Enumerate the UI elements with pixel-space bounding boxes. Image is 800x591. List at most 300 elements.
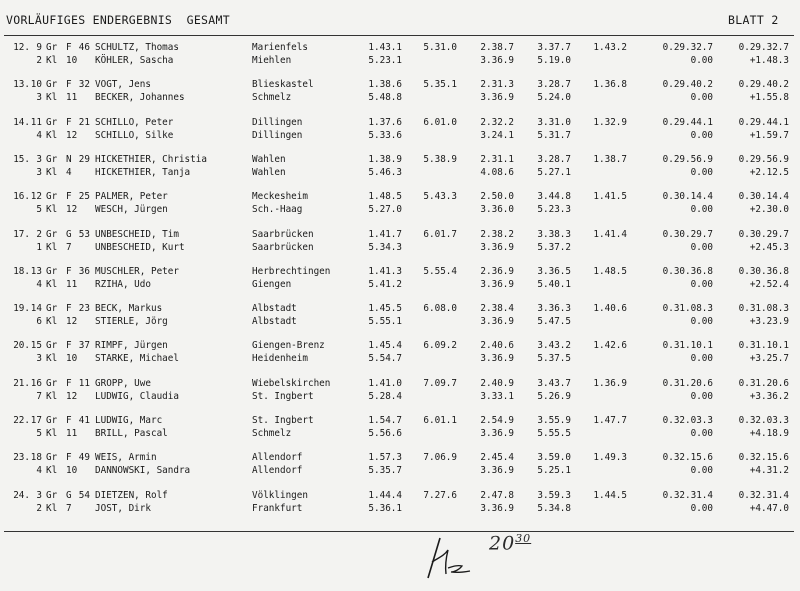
- cell-bib: 32: [78, 79, 90, 91]
- cell-rank: 12.: [13, 42, 30, 53]
- cell-grp: Kl: [46, 92, 58, 104]
- cell-rank: 19.: [13, 303, 30, 315]
- cell-cum: +4.47.0: [749, 502, 789, 514]
- cell-t1: 5.56.6: [368, 428, 402, 439]
- cell-t5: 1.42.6: [593, 340, 627, 352]
- result-subrow: [0, 130, 800, 142]
- cell-t1: 5.34.3: [368, 241, 402, 253]
- cell-bib: 29: [78, 153, 90, 165]
- cell-grp: Gr: [46, 42, 58, 53]
- cell-t4: 5.47.5: [537, 316, 571, 328]
- cell-name: RIMPF, Jürgen: [95, 340, 168, 352]
- cell-t4: 3.59.0: [537, 452, 571, 464]
- cell-nr: 14: [30, 303, 42, 315]
- cell-name: DANNOWSKI, Sandra: [95, 465, 191, 477]
- cell-grp: Gr: [46, 489, 58, 501]
- cell-club: Wiebelskirchen: [252, 377, 331, 389]
- cell-rank: 16.: [13, 191, 30, 203]
- cell-cls: 7: [66, 502, 72, 514]
- cell-t1: 5.33.6: [368, 129, 402, 141]
- cell-t1: 5.41.2: [368, 278, 402, 290]
- cell-cum: 0.29.56.9: [738, 153, 789, 165]
- cell-cum: 0.30.36.8: [738, 265, 789, 277]
- cell-total: 0.00: [690, 204, 713, 216]
- cell-t5: 1.49.3: [593, 452, 627, 464]
- cell-name: RZIHA, Udo: [95, 278, 151, 290]
- cell-total: 0.00: [690, 353, 713, 365]
- cell-total: 0.29.32.7: [662, 42, 713, 53]
- cell-cum: 0.29.44.1: [738, 116, 789, 128]
- cell-t3: 3.36.9: [480, 92, 514, 104]
- cell-cum: 0.31.08.3: [738, 303, 789, 315]
- cell-club: Saarbrücken: [252, 228, 314, 240]
- cell-t1: 1.44.4: [368, 489, 402, 501]
- cell-t3: 2.31.3: [480, 79, 514, 91]
- cell-cls: 11: [66, 278, 78, 290]
- cell-t2: 6.08.0: [423, 303, 457, 315]
- cell-club: Heidenheim: [252, 353, 308, 365]
- cell-rank: 18.: [13, 265, 30, 277]
- cell-cls: F: [66, 191, 72, 203]
- cell-total: 0.29.40.2: [662, 79, 713, 91]
- result-row: [0, 490, 800, 502]
- cell-cls: G: [66, 228, 72, 240]
- cell-name: BECKER, Johannes: [95, 92, 185, 104]
- cell-t3: 2.40.6: [480, 340, 514, 352]
- cell-t5: 1.44.5: [593, 489, 627, 501]
- cell-t5: 1.32.9: [593, 116, 627, 128]
- cell-grp: Gr: [46, 79, 58, 91]
- cell-club: Meckesheim: [252, 191, 308, 203]
- cell-total: 0.31.08.3: [662, 303, 713, 315]
- cell-club: Völklingen: [252, 489, 308, 501]
- cell-t4: 3.31.0: [537, 116, 571, 128]
- cell-total: 0.00: [690, 241, 713, 253]
- cell-t1: 5.48.8: [368, 92, 402, 104]
- cell-nr: 3: [36, 92, 42, 104]
- result-subrow: [0, 204, 800, 216]
- cell-nr: 4: [36, 465, 42, 477]
- cell-t4: 5.25.1: [537, 465, 571, 477]
- cell-t3: 4.08.6: [480, 166, 514, 178]
- cell-cls: F: [66, 265, 72, 277]
- time-main: 20: [489, 532, 516, 555]
- cell-t1: 1.45.4: [368, 340, 402, 352]
- cell-grp: Gr: [46, 116, 58, 128]
- cell-cum: +4.18.9: [749, 428, 789, 439]
- cell-nr: 5: [36, 204, 42, 216]
- time-superscript: 30: [515, 532, 532, 545]
- cell-t5: 1.41.5: [593, 191, 627, 203]
- cell-grp: Gr: [46, 377, 58, 389]
- cell-cum: 0.29.40.2: [738, 79, 789, 91]
- cell-t2: 7.27.6: [423, 489, 457, 501]
- result-subrow: [0, 428, 800, 440]
- cell-name: WESCH, Jürgen: [95, 204, 168, 216]
- cell-nr: 15: [30, 340, 42, 352]
- cell-rank: 21.: [13, 377, 30, 389]
- cell-bib: 37: [78, 340, 90, 352]
- cell-total: 0.00: [690, 428, 713, 439]
- cell-cum: +1.59.7: [749, 129, 789, 141]
- cell-t3: 3.36.9: [480, 55, 514, 66]
- cell-t1: 1.41.0: [368, 377, 402, 389]
- header-divider: [4, 35, 794, 36]
- cell-t3: 3.36.9: [480, 465, 514, 477]
- cell-t3: 2.47.8: [480, 489, 514, 501]
- cell-nr: 5: [36, 428, 42, 439]
- cell-bib: 41: [78, 415, 90, 426]
- cell-nr: 3: [36, 153, 42, 165]
- cell-club: Herbrechtingen: [252, 265, 331, 277]
- cell-cls: 4: [66, 166, 72, 178]
- cell-club: Frankfurt: [252, 502, 303, 514]
- cell-t3: 3.33.1: [480, 390, 514, 402]
- cell-cls: 10: [66, 353, 78, 365]
- cell-cum: 0.30.14.4: [738, 191, 789, 203]
- cell-bib: 11: [78, 377, 90, 389]
- cell-t3: 3.36.0: [480, 204, 514, 216]
- cell-t4: 3.59.3: [537, 489, 571, 501]
- cell-t2: 5.35.1: [423, 79, 457, 91]
- cell-t1: 1.43.1: [368, 42, 402, 53]
- result-subrow: [0, 503, 800, 515]
- cell-t3: 2.50.0: [480, 191, 514, 203]
- cell-name: SCHILLO, Peter: [95, 116, 174, 128]
- cell-name: PALMER, Peter: [95, 191, 168, 203]
- cell-rank: 22.: [13, 415, 30, 426]
- result-row: [0, 266, 800, 278]
- cell-t1: 5.28.4: [368, 390, 402, 402]
- cell-name: VOGT, Jens: [95, 79, 151, 91]
- cell-name: UNBESCHEID, Tim: [95, 228, 179, 240]
- cell-grp: Gr: [46, 265, 58, 277]
- result-subrow: [0, 92, 800, 104]
- cell-t3: 3.36.9: [480, 502, 514, 514]
- cell-name: STARKE, Michael: [95, 353, 179, 365]
- cell-grp: Kl: [46, 55, 58, 66]
- result-subrow: [0, 316, 800, 328]
- cell-total: 0.00: [690, 166, 713, 178]
- cell-cls: 10: [66, 465, 78, 477]
- cell-cum: +2.30.0: [749, 204, 789, 216]
- cell-cum: +1.48.3: [749, 55, 789, 66]
- cell-club: Miehlen: [252, 55, 292, 66]
- cell-t5: 1.36.9: [593, 377, 627, 389]
- cell-total: 0.31.10.1: [662, 340, 713, 352]
- cell-t3: 3.36.9: [480, 428, 514, 439]
- cell-nr: 7: [36, 390, 42, 402]
- cell-total: 0.30.29.7: [662, 228, 713, 240]
- cell-cls: 11: [66, 92, 78, 104]
- cell-t1: 5.27.0: [368, 204, 402, 216]
- cell-nr: 12: [30, 191, 42, 203]
- cell-rank: 20.: [13, 340, 30, 352]
- page-title: VORLÄUFIGES ENDERGEBNIS GESAMT: [6, 13, 230, 27]
- cell-club: Blieskastel: [252, 79, 314, 91]
- sheet-number: BLATT 2: [728, 13, 779, 27]
- cell-nr: 2: [36, 502, 42, 514]
- cell-cum: +3.25.7: [749, 353, 789, 365]
- cell-nr: 10: [30, 79, 42, 91]
- cell-t1: 1.41.7: [368, 228, 402, 240]
- result-row: [0, 79, 800, 91]
- cell-name: BRILL, Pascal: [95, 428, 168, 439]
- cell-grp: Gr: [46, 452, 58, 464]
- cell-t2: 6.01.7: [423, 228, 457, 240]
- cell-name: BECK, Markus: [95, 303, 163, 315]
- cell-nr: 11: [30, 116, 42, 128]
- cell-nr: 1: [36, 241, 42, 253]
- handwritten-signature-icon: [418, 532, 478, 582]
- cell-total: 0.30.14.4: [662, 191, 713, 203]
- cell-cum: 0.31.20.6: [738, 377, 789, 389]
- cell-name: LUDWIG, Claudia: [95, 390, 179, 402]
- cell-t4: 3.28.7: [537, 79, 571, 91]
- cell-t1: 1.57.3: [368, 452, 402, 464]
- cell-t1: 1.38.9: [368, 153, 402, 165]
- cell-t3: 2.40.9: [480, 377, 514, 389]
- result-row: [0, 191, 800, 203]
- result-subrow: [0, 55, 800, 67]
- cell-total: 0.32.03.3: [662, 415, 713, 426]
- cell-rank: 24.: [13, 489, 30, 501]
- cell-cls: F: [66, 42, 72, 53]
- cell-t2: 6.01.1: [423, 415, 457, 426]
- cell-cls: 12: [66, 204, 78, 216]
- cell-t3: 2.31.1: [480, 153, 514, 165]
- cell-t3: 3.36.9: [480, 241, 514, 253]
- cell-nr: 9: [36, 42, 42, 53]
- handwritten-time-note: [489, 532, 531, 554]
- cell-t1: 5.36.1: [368, 502, 402, 514]
- cell-cls: 10: [66, 55, 78, 66]
- cell-name: KÖHLER, Sascha: [95, 55, 174, 66]
- cell-t4: 5.37.2: [537, 241, 571, 253]
- cell-nr: 3: [36, 166, 42, 178]
- cell-club: Allendorf: [252, 465, 303, 477]
- cell-club: Schmelz: [252, 92, 292, 104]
- cell-cum: 0.31.10.1: [738, 340, 789, 352]
- cell-bib: 46: [78, 42, 90, 53]
- cell-t3: 2.32.2: [480, 116, 514, 128]
- cell-name: HICKETHIER, Christia: [95, 153, 207, 165]
- cell-grp: Kl: [46, 390, 58, 402]
- cell-cum: 0.32.15.6: [738, 452, 789, 464]
- cell-total: 0.29.56.9: [662, 153, 713, 165]
- cell-t3: 2.45.4: [480, 452, 514, 464]
- cell-t1: 5.23.1: [368, 55, 402, 66]
- cell-bib: 49: [78, 452, 90, 464]
- cell-nr: 18: [30, 452, 42, 464]
- cell-t4: 5.37.5: [537, 353, 571, 365]
- footer-divider: [4, 531, 794, 532]
- cell-name: UNBESCHEID, Kurt: [95, 241, 185, 253]
- cell-t2: 7.09.7: [423, 377, 457, 389]
- cell-cls: F: [66, 415, 72, 426]
- cell-club: Schmelz: [252, 428, 292, 439]
- cell-t5: 1.36.8: [593, 79, 627, 91]
- cell-t1: 5.55.1: [368, 316, 402, 328]
- result-row: [0, 452, 800, 464]
- cell-nr: 16: [30, 377, 42, 389]
- result-row: [0, 415, 800, 427]
- result-subrow: [0, 465, 800, 477]
- cell-grp: Kl: [46, 166, 58, 178]
- cell-total: 0.00: [690, 465, 713, 477]
- result-row: [0, 378, 800, 390]
- cell-t4: 5.55.5: [537, 428, 571, 439]
- cell-cum: +2.45.3: [749, 241, 789, 253]
- cell-club: Albstadt: [252, 303, 297, 315]
- cell-grp: Gr: [46, 303, 58, 315]
- cell-club: St. Ingbert: [252, 415, 314, 426]
- cell-t2: 6.09.2: [423, 340, 457, 352]
- result-subrow: [0, 279, 800, 291]
- cell-t3: 3.36.9: [480, 278, 514, 290]
- cell-t4: 5.24.0: [537, 92, 571, 104]
- cell-nr: 13: [30, 265, 42, 277]
- cell-nr: 3: [36, 353, 42, 365]
- cell-t4: 3.36.5: [537, 265, 571, 277]
- cell-club: Giengen-Brenz: [252, 340, 325, 352]
- cell-total: 0.30.36.8: [662, 265, 713, 277]
- result-row: [0, 340, 800, 352]
- cell-grp: Gr: [46, 191, 58, 203]
- cell-t4: 5.31.7: [537, 129, 571, 141]
- cell-total: 0.00: [690, 55, 713, 66]
- cell-bib: 54: [78, 489, 90, 501]
- cell-cls: 7: [66, 241, 72, 253]
- cell-grp: Kl: [46, 278, 58, 290]
- cell-total: 0.31.20.6: [662, 377, 713, 389]
- cell-t3: 2.54.9: [480, 415, 514, 426]
- cell-cls: 12: [66, 129, 78, 141]
- cell-rank: 17.: [13, 228, 30, 240]
- result-row: [0, 117, 800, 129]
- cell-club: Marienfels: [252, 42, 308, 53]
- cell-cls: F: [66, 377, 72, 389]
- cell-total: 0.00: [690, 278, 713, 290]
- cell-rank: 23.: [13, 452, 30, 464]
- cell-t4: 3.44.8: [537, 191, 571, 203]
- cell-rank: 13.: [13, 79, 30, 91]
- cell-club: Albstadt: [252, 316, 297, 328]
- cell-name: HICKETHIER, Tanja: [95, 166, 191, 178]
- cell-total: 0.00: [690, 129, 713, 141]
- cell-grp: Kl: [46, 204, 58, 216]
- cell-total: 0.00: [690, 390, 713, 402]
- cell-total: 0.32.15.6: [662, 452, 713, 464]
- cell-t4: 3.37.7: [537, 42, 571, 53]
- cell-total: 0.32.31.4: [662, 489, 713, 501]
- cell-name: JOST, Dirk: [95, 502, 151, 514]
- cell-cls: F: [66, 79, 72, 91]
- cell-t4: 5.23.3: [537, 204, 571, 216]
- result-row: [0, 42, 800, 54]
- cell-bib: 21: [78, 116, 90, 128]
- cell-name: WEIS, Armin: [95, 452, 157, 464]
- cell-t1: 5.35.7: [368, 465, 402, 477]
- cell-bib: 36: [78, 265, 90, 277]
- cell-name: GROPP, Uwe: [95, 377, 151, 389]
- cell-t2: 6.01.0: [423, 116, 457, 128]
- cell-t4: 5.26.9: [537, 390, 571, 402]
- cell-grp: Gr: [46, 415, 58, 426]
- cell-cum: 0.32.03.3: [738, 415, 789, 426]
- cell-t5: 1.47.7: [593, 415, 627, 426]
- result-subrow: [0, 167, 800, 179]
- cell-t4: 3.28.7: [537, 153, 571, 165]
- result-subrow: [0, 353, 800, 365]
- result-row: [0, 154, 800, 166]
- cell-cum: +3.23.9: [749, 316, 789, 328]
- cell-nr: 4: [36, 278, 42, 290]
- cell-grp: Gr: [46, 228, 58, 240]
- cell-grp: Gr: [46, 153, 58, 165]
- cell-t4: 5.34.8: [537, 502, 571, 514]
- cell-cum: +3.36.2: [749, 390, 789, 402]
- cell-club: St. Ingbert: [252, 390, 314, 402]
- cell-rank: 14.: [13, 116, 30, 128]
- cell-cls: F: [66, 303, 72, 315]
- cell-total: 0.00: [690, 316, 713, 328]
- result-row: [0, 303, 800, 315]
- cell-bib: 25: [78, 191, 90, 203]
- cell-t1: 5.46.3: [368, 166, 402, 178]
- cell-cum: 0.30.29.7: [738, 228, 789, 240]
- cell-t2: 5.38.9: [423, 153, 457, 165]
- cell-total: 0.00: [690, 92, 713, 104]
- cell-cum: +4.31.2: [749, 465, 789, 477]
- cell-t4: 3.43.7: [537, 377, 571, 389]
- cell-t1: 5.54.7: [368, 353, 402, 365]
- cell-rank: 15.: [13, 153, 30, 165]
- cell-grp: Kl: [46, 502, 58, 514]
- cell-name: STIERLE, Jörg: [95, 316, 168, 328]
- cell-cls: F: [66, 340, 72, 352]
- cell-nr: 2: [36, 228, 42, 240]
- cell-grp: Kl: [46, 353, 58, 365]
- cell-cls: 12: [66, 390, 78, 402]
- result-subrow: [0, 391, 800, 403]
- cell-club: Giengen: [252, 278, 292, 290]
- cell-name: DIETZEN, Rolf: [95, 489, 168, 501]
- cell-cls: F: [66, 452, 72, 464]
- cell-t1: 1.54.7: [368, 415, 402, 426]
- cell-cls: 11: [66, 428, 78, 439]
- cell-cum: +1.55.8: [749, 92, 789, 104]
- cell-t1: 1.48.5: [368, 191, 402, 203]
- cell-t1: 1.37.6: [368, 116, 402, 128]
- cell-t5: 1.48.5: [593, 265, 627, 277]
- cell-club: Wahlen: [252, 166, 286, 178]
- cell-club: Sch.-Haag: [252, 204, 303, 216]
- cell-t4: 5.27.1: [537, 166, 571, 178]
- cell-t2: 5.43.3: [423, 191, 457, 203]
- cell-nr: 17: [30, 415, 42, 426]
- cell-t5: 1.41.4: [593, 228, 627, 240]
- cell-bib: 23: [78, 303, 90, 315]
- cell-club: Saarbrücken: [252, 241, 314, 253]
- cell-cum: 0.32.31.4: [738, 489, 789, 501]
- cell-t2: 5.31.0: [423, 42, 457, 53]
- cell-total: 0.00: [690, 502, 713, 514]
- cell-nr: 6: [36, 316, 42, 328]
- cell-t4: 3.43.2: [537, 340, 571, 352]
- cell-grp: Gr: [46, 340, 58, 352]
- cell-t3: 2.38.4: [480, 303, 514, 315]
